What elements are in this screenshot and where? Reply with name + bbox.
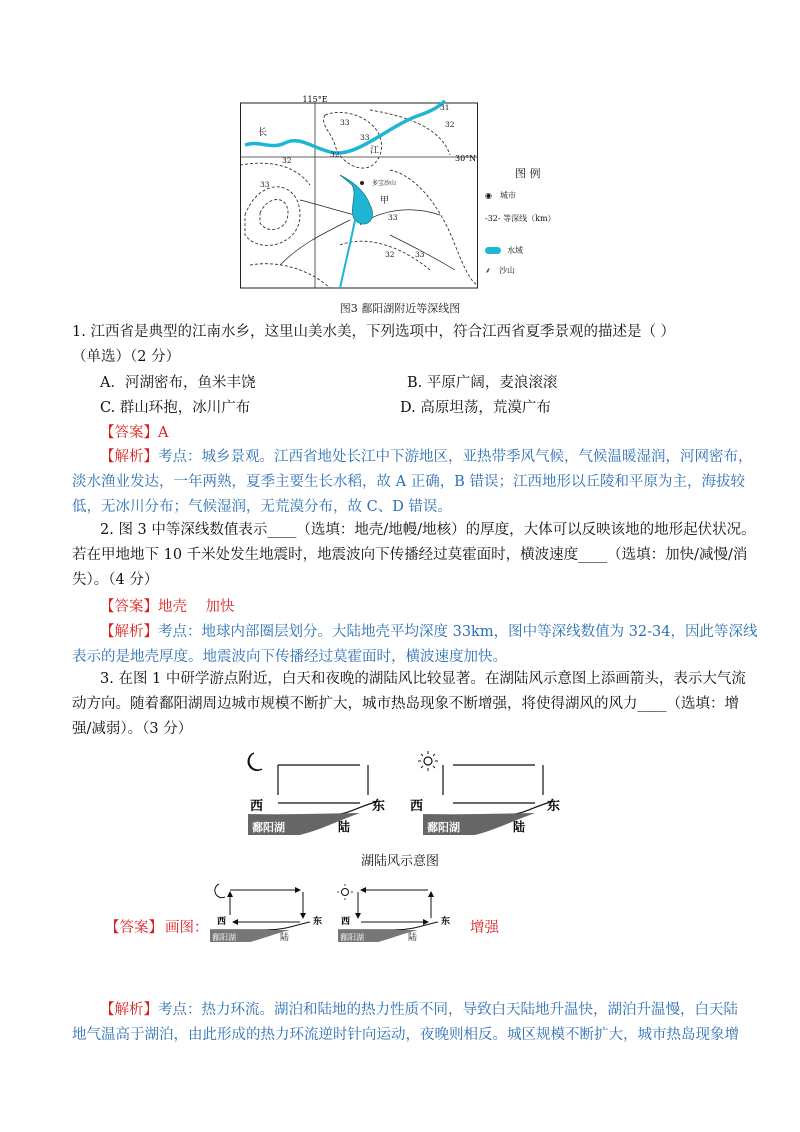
lake-label: 鄱阳湖: [427, 821, 460, 834]
q3-answer-tag: [105, 916, 163, 937]
q1-option-b: B. 平原广阔，麦浪滚滚: [407, 375, 558, 391]
answer-tag: 【答案】: [105, 920, 163, 936]
answer-tag: 【答案】: [100, 599, 158, 615]
q2-analysis-2: 表示的是地壳厚度。地震波向下传播经过莫霍面时，横波速度加快。: [72, 649, 507, 665]
contour-label: 33: [415, 250, 425, 259]
lat-label: 30°N: [455, 154, 477, 163]
sand-label: 多宝沙山: [372, 180, 397, 187]
q2-analysis-1: [100, 622, 760, 642]
q3-answer-strong: 增强: [470, 920, 499, 936]
land-label: 陆: [408, 933, 418, 943]
contour-label: 33: [360, 133, 370, 142]
q2-line3: 失）。（4 分）: [72, 572, 159, 588]
land-label: 陆: [513, 820, 526, 834]
q1-answer: [100, 423, 760, 443]
answer-diagram: [205, 880, 465, 950]
q1-analysis-3: 低，无冰川分布；气候湿润，无荒漠分布，故 C、D 错误。: [72, 499, 452, 515]
lake-land-breeze-diagram: [240, 745, 570, 845]
moon-icon: [248, 753, 262, 770]
legend-contour-row: [485, 213, 595, 224]
q2-analysis-text-1: 考点：地球内部圈层划分。大陆地壳平均深度 33km，图中等深线数值为 32-34，因此等深线: [158, 624, 758, 640]
answer-diagram-svg: [205, 880, 465, 950]
west-label: 西: [217, 917, 227, 927]
contour-label: 32: [330, 150, 340, 159]
q2-answer-value: 地壳 加快: [158, 599, 235, 615]
east-label: 东: [547, 799, 561, 814]
sun-icon: [424, 757, 432, 765]
q2-line2: 若在甲地地下 10 千米处发生地震时，地震波向下传播经过莫霍面时，横波速度____（选填：加快/减慢/消: [72, 547, 748, 563]
lon-label: 115°E: [302, 95, 328, 104]
moon-icon: [215, 884, 225, 898]
q3-analysis-1: [100, 1000, 760, 1020]
contour-label: 33: [260, 180, 270, 189]
q1-option-d: D. 高原坦荡，荒漠广布: [400, 400, 551, 416]
answer-tag: 【答案】: [100, 425, 158, 441]
legend-city-row: [485, 190, 575, 201]
contour-map-svg: [240, 95, 485, 290]
west-label: 西: [250, 799, 264, 814]
q3-answer-draw: 画图：: [165, 920, 209, 936]
legend-water-label: 水域: [507, 246, 523, 255]
legend-contour-label: 等深线（km）: [503, 214, 556, 223]
diagram-svg: [240, 745, 570, 845]
legend-sand-label: 沙山: [499, 266, 515, 275]
legend-contour-value: -32-: [485, 214, 501, 223]
east-label: 东: [372, 799, 386, 814]
q3-line2: 动方向。随着鄱阳湖周边城市规模不断扩大，城市热岛现象不断增强，将使得湖风的风力____（选填：增: [72, 696, 739, 712]
legend-city-label: 城市: [499, 191, 516, 200]
river-label-1: 长: [258, 128, 268, 138]
water-icon: [485, 247, 501, 254]
q1-option-c: C. 群山环抱，冰川广布: [100, 400, 251, 416]
sun-icon: [342, 889, 349, 896]
diagram-caption: 湖陆风示意图: [360, 854, 439, 869]
river-label-2: 江: [370, 146, 380, 156]
east-label: 东: [313, 917, 323, 927]
q2-line1: 2. 图 3 中等深线数值表示____（选填：地壳/地幔/地核）的厚度，大体可以反映该地的地形起伏状况。: [100, 522, 756, 538]
contour-label: 32: [445, 120, 455, 129]
q2-answer: [100, 597, 760, 617]
analysis-tag: 【解析】: [100, 1002, 158, 1018]
west-label: 西: [341, 917, 351, 927]
map-legend: [485, 165, 575, 285]
q3-analysis-text-1: 考点：热力环流。湖泊和陆地的热力性质不同，导致白天陆地升温快，湖泊升温慢，白天陆: [158, 1002, 738, 1018]
legend-water-row: [485, 245, 575, 256]
legend-title: 图 例: [515, 167, 541, 180]
q1-line2: （单选）（2 分）: [72, 349, 181, 365]
west-label: 西: [410, 799, 424, 814]
night-panel: [248, 753, 385, 835]
point-label: 甲: [380, 196, 390, 206]
contour-label: 33: [388, 213, 398, 222]
lake-label: 鄱阳湖: [340, 933, 364, 942]
lake-label: 鄱阳湖: [212, 933, 236, 942]
sand-icon: ⸙: [485, 266, 491, 275]
east-label: 东: [441, 917, 451, 927]
contour-label: 32: [385, 250, 395, 259]
contour-label: 31: [440, 103, 450, 112]
q3-line3: 强/减弱）。（3 分）: [72, 721, 193, 737]
map-caption: 图3 鄱阳湖附近等深线图: [339, 302, 461, 315]
q3-line1: 3. 在图 1 中研学游点附近，白天和夜晚的湖陆风比较显著。在湖陆风示意图上添画箭头，表示大气流: [100, 671, 746, 687]
q1-option-a: A．河湖密布，鱼米丰饶: [100, 375, 256, 391]
day-answer: [337, 884, 450, 943]
q3-analysis-2: 地气温高于湖泊，由此形成的热力环流逆时针向运动，夜晚则相反。城区规模不断扩大，城市热岛现象增: [72, 1027, 739, 1043]
q1-analysis-1: [100, 447, 760, 467]
q1-analysis-2: 淡水渔业发达，一年两熟，夏季主要生长水稻，故 A 正确，B 错误；江西地形以丘陵和平原为主，海拔较: [72, 474, 745, 490]
night-answer: [210, 884, 322, 943]
contour-label: 32: [282, 156, 292, 165]
lake-label: 鄱阳湖: [252, 821, 285, 834]
q1-line1: 1. 江西省是典型的江南水乡，这里山美水美，下列选项中，符合江西省夏季景观的描述是（ ）: [72, 324, 676, 340]
q1-analysis-text-1: 考点：城乡景观。江西省地处长江中下游地区，亚热带季风气候，气候温暖湿润，河网密布，: [158, 449, 753, 465]
contour-map: [240, 95, 485, 290]
analysis-tag: 【解析】: [100, 449, 158, 465]
land-label: 陆: [280, 933, 290, 943]
legend-sand-row: [485, 265, 575, 276]
analysis-tag: 【解析】: [100, 624, 158, 640]
contour-label: 33: [340, 118, 350, 127]
city-dot: [360, 181, 364, 185]
land-label: 陆: [338, 820, 351, 834]
day-panel: [410, 751, 560, 835]
q1-answer-value: A: [158, 425, 169, 441]
city-icon: ◉: [485, 191, 492, 200]
